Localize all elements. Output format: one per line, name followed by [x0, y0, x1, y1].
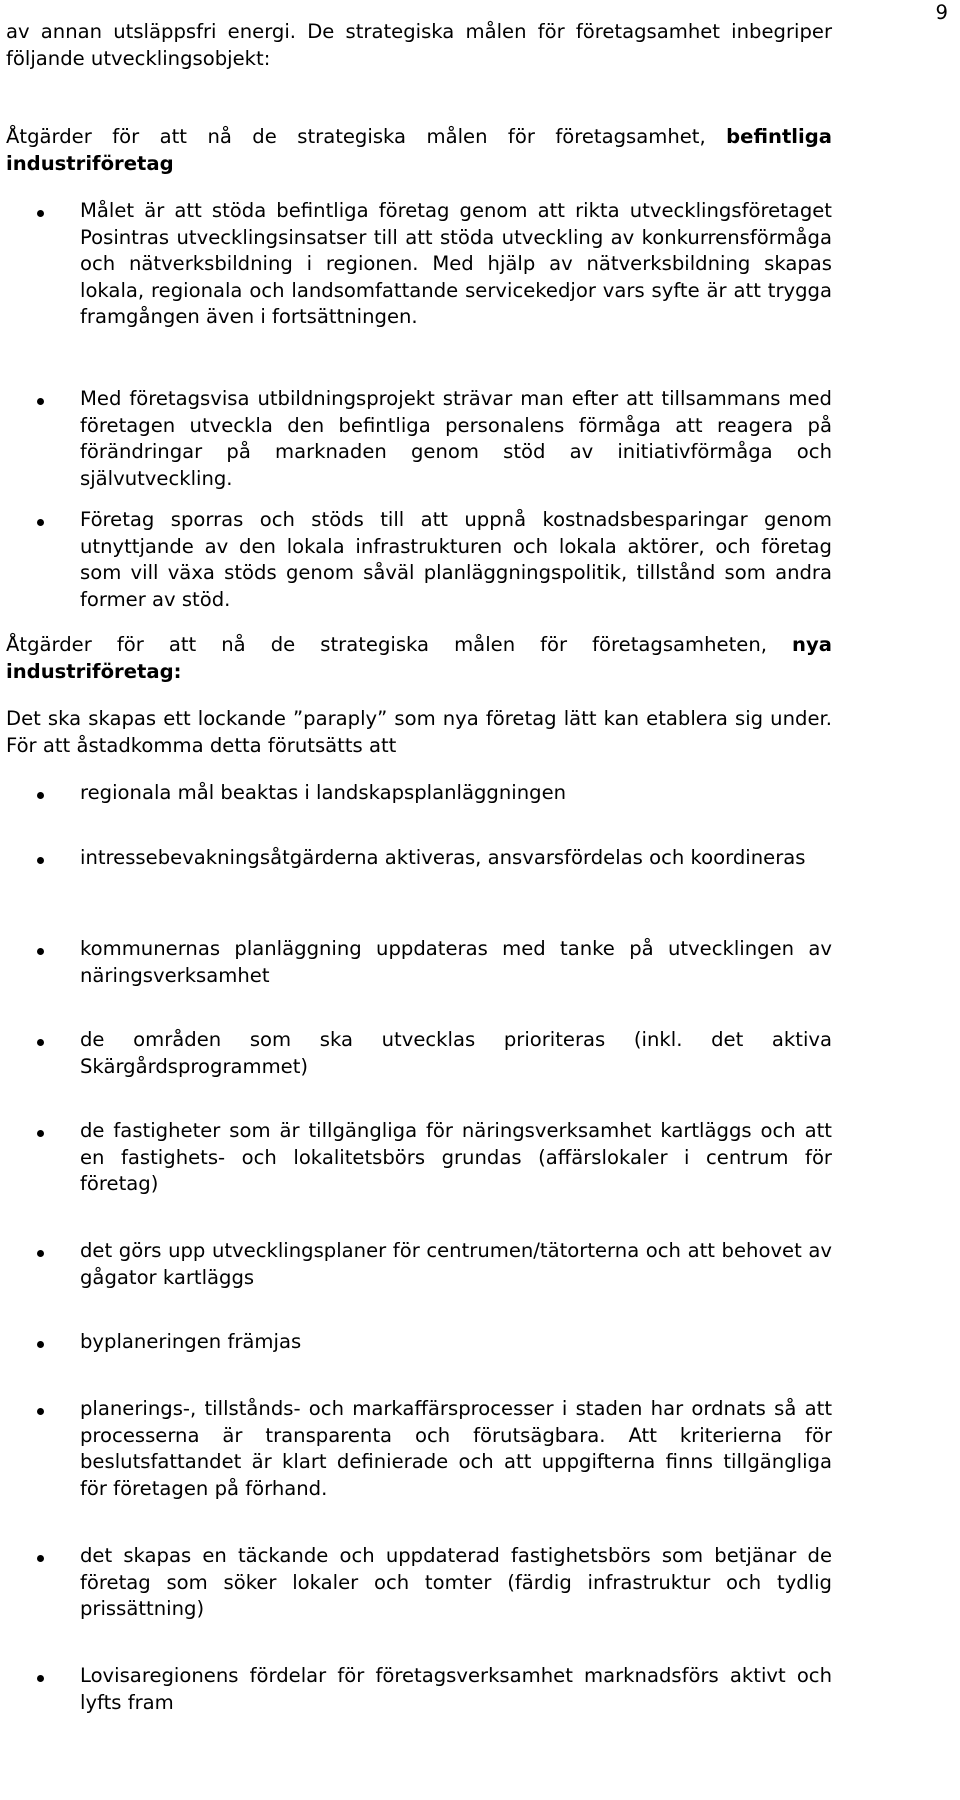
list-item: Lovisaregionens fördelar för företagsverksamhet marknadsförs aktivt och lyfts fram — [80, 1664, 832, 1714]
bullet-dot — [37, 948, 44, 955]
section2-heading-bold: nya industriföretag: — [6, 633, 832, 683]
bullet-dot — [37, 792, 44, 799]
bullet-dot — [37, 857, 44, 864]
list-item: det skapas en täckande och uppdaterad fastighetsbörs som betjänar de företag som söker lokaler och tomter (färdig infrastruktur och tydlig prissättning) — [80, 1544, 832, 1620]
bullet-dot — [37, 1675, 44, 1682]
bullet-dot — [37, 398, 44, 405]
bullet-dot — [37, 1408, 44, 1415]
list-item: intressebevakningsåtgärderna aktiveras, ansvarsfördelas och koordineras — [80, 846, 806, 869]
page-number: 9 — [935, 1, 948, 24]
section2-paragraph: Det ska skapas ett lockande ”paraply” som nya företag lätt kan etablera sig under. För att åstadkomma detta förutsätts att — [6, 707, 832, 757]
list-item: de områden som ska utvecklas prioriteras (inkl. det aktiva Skärgårdsprogrammet) — [80, 1028, 832, 1078]
list-item: planerings-, tillstånds- och markaffärsprocesser i staden har ordnats så att processerna är transparenta och förutsägbara. Att kriterierna för beslutsfattandet är klart definierade och att uppgifterna finns tillgängliga för företagen på förhand. — [80, 1397, 832, 1500]
bullet-dot — [37, 1039, 44, 1046]
bullet-dot — [37, 1250, 44, 1257]
list-item: det görs upp utvecklingsplaner för centrumen/tätorterna och att behovet av gågator kartläggs — [80, 1239, 832, 1289]
section2-heading — [6, 632, 832, 685]
list-item: Med företagsvisa utbildningsprojekt strävar man efter att tillsammans med företagen utveckla den befintliga personalens förmåga att reagera på förändringar på marknaden genom stöd av initiativförmåga och självutveckling. — [80, 387, 832, 490]
list-item: de fastigheter som är tillgängliga för näringsverksamhet kartläggs och att en fastighets- och lokalitetsbörs grundas (affärslokaler i centrum för företag) — [80, 1119, 832, 1195]
section1-heading-bold: befintliga industriföretag — [6, 125, 832, 175]
bullet-dot — [37, 519, 44, 526]
intro-paragraph: av annan utsläppsfri energi. De strategiska målen för företagsamhet inbegriper följande utvecklingsobjekt: — [6, 20, 832, 70]
list-item: Målet är att stöda befintliga företag genom att rikta utvecklingsföretaget Posintras utvecklingsinsatser till att stöda utveckling av konkurrensförmåga och nätverksbildning i regionen. Med hjälp av nätverksbildning skapas lokala, regionala och landsomfattande servicekedjor vars syfte är att trygga framgången även i fortsättningen. — [80, 199, 832, 328]
bullet-dot — [37, 1130, 44, 1137]
bullet-dot — [37, 1341, 44, 1348]
bullet-dot — [37, 210, 44, 217]
section1-heading-text: Åtgärder för att nå de strategiska målen för företagsamhet, — [6, 125, 727, 148]
list-item: Företag sporras och stöds till att uppnå kostnadsbesparingar genom utnyttjande av den lokala infrastrukturen och lokala aktörer, och företag som vill växa stöds genom såväl planläggningspolitik, tillstånd som andra former av stöd. — [80, 508, 832, 611]
list-item: kommunernas planläggning uppdateras med tanke på utvecklingen av näringsverksamhet — [80, 937, 832, 987]
section2-heading-text: Åtgärder för att nå de strategiska målen för företagsamheten, — [6, 633, 793, 656]
list-item: byplaneringen främjas — [80, 1330, 302, 1353]
section1-heading — [6, 124, 832, 177]
list-item: regionala mål beaktas i landskapsplanläggningen — [80, 781, 567, 804]
bullet-dot — [37, 1555, 44, 1562]
